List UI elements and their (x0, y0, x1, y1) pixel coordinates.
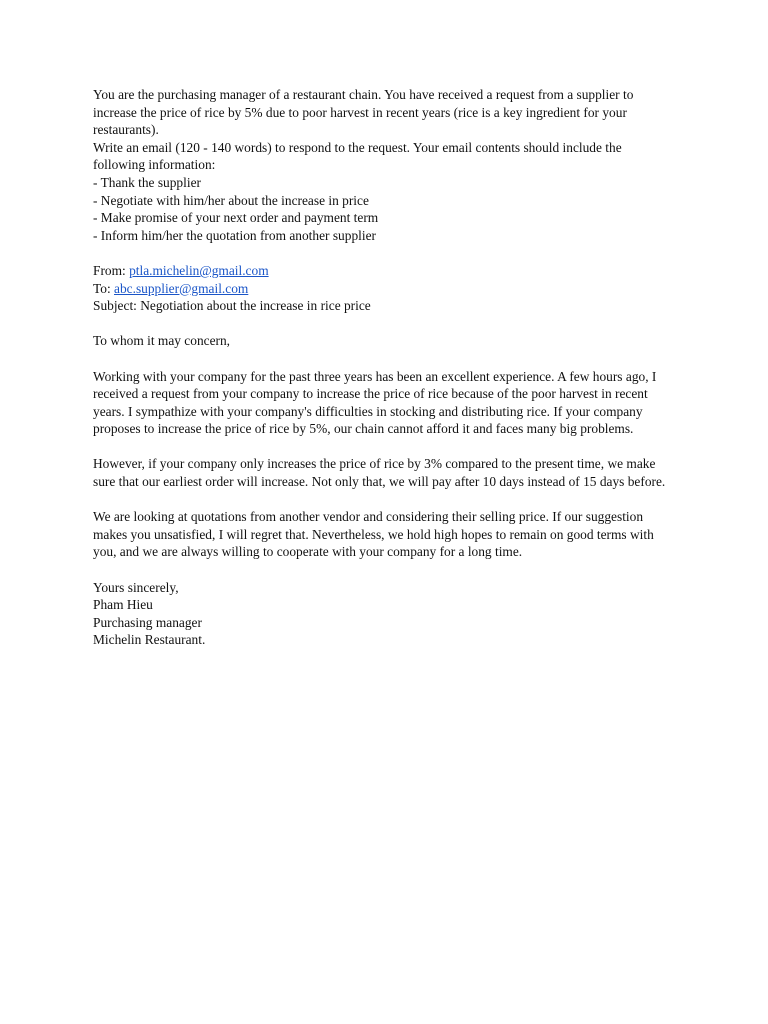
email-paragraph: We are looking at quotations from another vendor and considering their selling price. If our suggestion makes you unsatisfied, I will regret that. Nevertheless, we hold high hopes to remain on good terms with you, and we are always willing to cooperate with your company for a long time. (93, 509, 654, 560)
spacer (93, 315, 673, 333)
document-page (93, 86, 673, 649)
closing: Yours sincerely, (93, 579, 179, 595)
email-signoff (93, 579, 673, 649)
task-point: - Negotiate with him/her about the increase in price (93, 192, 369, 208)
task-point: - Make promise of your next order and payment term (93, 210, 379, 226)
task-instruction: Write an email (120 - 140 words) to respond to the request. Your email contents should include the following information: (93, 139, 622, 173)
from-label: From: (93, 262, 130, 278)
spacer (93, 561, 673, 579)
email-paragraph: Working with your company for the past three years has been an excellent experience. A few hours ago, I received a request from your company to increase the price of rice because of the poor harvest in recent years. I sympathize with your company's difficulties in stocking and distributing rice. If your company proposes to increase the price of rice by 5%, our chain cannot afford it and faces many big problems. (93, 368, 657, 437)
email-paragraph: However, if your company only increases the price of rice by 3% compared to the present time, we make sure that our earliest order will increase. Not only that, we will pay after 10 days instead of 15 days before. (93, 456, 666, 490)
task-intro: You are the purchasing manager of a restaurant chain. You have received a request from a supplier to increase the price of rice by 5% due to poor harvest in recent years (rice is a key ingredient for your restaurants). (93, 87, 634, 138)
signature-name: Pham Hieu (93, 597, 153, 613)
from-line (93, 262, 673, 280)
task-prompt (93, 86, 673, 244)
subject-line: Subject: Negotiation about the increase in rice price (93, 298, 371, 314)
task-point: - Thank the supplier (93, 174, 201, 190)
to-label: To: (93, 280, 115, 296)
task-point: - Inform him/her the quotation from another supplier (93, 227, 376, 243)
spacer (93, 438, 673, 456)
to-line (93, 280, 673, 298)
from-email-link[interactable]: ptla.michelin@gmail.com (129, 262, 269, 278)
signature-title: Purchasing manager (93, 614, 202, 630)
spacer (93, 244, 673, 262)
spacer (93, 350, 673, 368)
to-email-link[interactable]: abc.supplier@gmail.com (114, 280, 249, 296)
spacer (93, 491, 673, 509)
signature-company: Michelin Restaurant. (93, 632, 206, 648)
email-header (93, 262, 673, 315)
email-greeting: To whom it may concern, (93, 333, 231, 349)
